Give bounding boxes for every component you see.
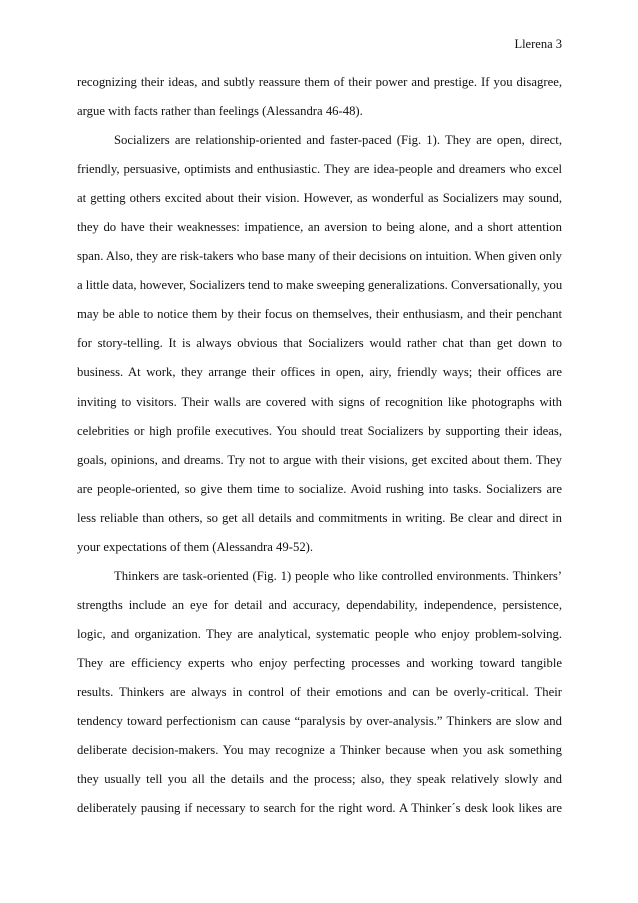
text-line-17: your expectations of them (Alessandra 49-52). — [77, 539, 314, 554]
text-line-15: are people-oriented, so give them time to socialize. Avoid rushing into tasks. Socializers are — [77, 481, 562, 496]
running-head: Llerena 3 — [514, 37, 562, 51]
text-line-3: Socializers are relationship-oriented and faster-paced (Fig. 1). They are open, direct, — [114, 133, 562, 148]
text-line-2: argue with facts rather than feelings (Alessandra 46-48). — [77, 104, 363, 119]
text-line-11: business. At work, they arrange their offices in open, airy, friendly ways; their offices are — [77, 365, 562, 380]
text-line-5: at getting others excited about their vision. However, as wonderful as Socializers may sound, — [77, 191, 562, 206]
text-line-19: strengths include an eye for detail and accuracy, dependability, independence, persistence, — [77, 597, 562, 612]
text-line-13: celebrities or high profile executives. You should treat Socializers by supporting their ideas, — [77, 423, 562, 438]
text-line-7: span. Also, they are risk-takers who base many of their decisions on intuition. When given only — [77, 249, 562, 264]
text-line-16: less reliable than others, so get all details and commitments in writing. Be clear and direct in — [77, 510, 562, 525]
text-line-18: Thinkers are task-oriented (Fig. 1) people who like controlled environments. Thinkers’ — [114, 568, 562, 583]
text-line-1: recognizing their ideas, and subtly reassure them of their power and prestige. If you disagree, — [77, 75, 562, 89]
text-line-6: they do have their weaknesses: impatience, an aversion to being alone, and a short attention — [77, 220, 562, 235]
text-line-9: may be able to notice them by their focus on themselves, their enthusiasm, and their penchant — [77, 307, 562, 322]
text-line-24: deliberate decision-makers. You may recognize a Thinker because when you ask something — [77, 743, 562, 758]
text-line-12: inviting to visitors. Their walls are covered with signs of recognition like photographs with — [77, 394, 562, 409]
text-line-20: logic, and organization. They are analytical, systematic people who enjoy problem-solving. — [77, 626, 562, 641]
text-line-10: for story-telling. It is always obvious that Socializers would rather chat than get down to — [77, 336, 562, 351]
text-line-21: They are efficiency experts who enjoy perfecting processes and working toward tangible — [77, 655, 562, 670]
text-line-23: tendency toward perfectionism can cause “paralysis by over-analysis.” Thinkers are slow and — [77, 714, 562, 729]
text-line-25: they usually tell you all the details and the process; also, they speak relatively slowly and — [77, 772, 562, 787]
text-line-22: results. Thinkers are always in control of their emotions and can be overly-critical. Their — [77, 684, 562, 699]
text-line-14: goals, opinions, and dreams. Try not to argue with their visions, get excited about them. They — [77, 452, 562, 467]
text-line-26: deliberately pausing if necessary to search for the right word. A Thinker´s desk look likes are — [77, 801, 562, 816]
text-line-8: a little data, however, Socializers tend to make sweeping generalizations. Conversationally, you — [77, 278, 563, 293]
text-line-4: friendly, persuasive, optimists and enthusiastic. They are idea-people and dreamers who excel — [77, 162, 562, 177]
body-text — [77, 74, 562, 829]
